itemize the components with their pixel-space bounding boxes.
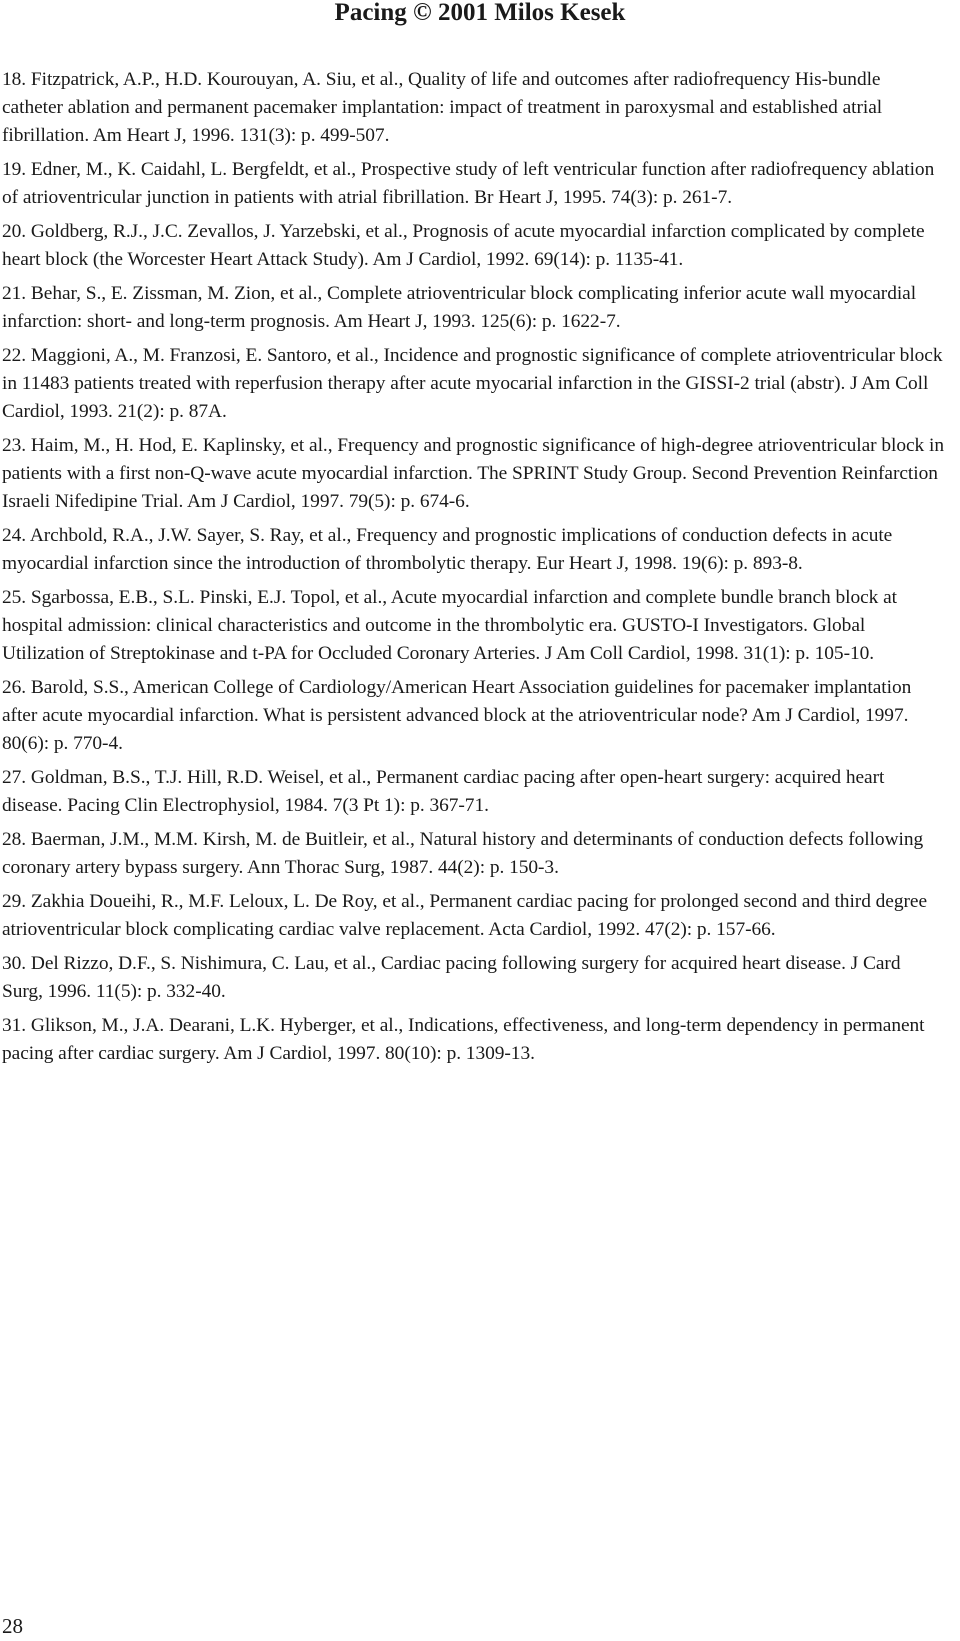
reference-21: 21. Behar, S., E. Zissman, M. Zion, et al., Complete atrioventricular block complicating inferior acute wall myocardial infarction: short- and long-term prognosis. Am Heart J, 1993. 125(6): p. 1622-7. — [2, 282, 917, 333]
reference-29: 29. Zakhia Doueihi, R., M.F. Leloux, L. De Roy, et al., Permanent cardiac pacing for prolonged second and third degree atrioventricular block complicating cardiac valve replacement. Acta Cardiol, 1992. 47(2): p. 157-66. — [2, 890, 928, 941]
reference-22: 22. Maggioni, A., M. Franzosi, E. Santoro, et al., Incidence and prognostic significance of complete atrioventricular block in 11483 patients treated with reperfusion therapy after acute myocarial infarction in the GISSI-2 trial (abstr). J Am Coll Cardiol, 1993. 21(2): p. 87A. — [2, 344, 943, 423]
reference-28: 28. Baerman, J.M., M.M. Kirsh, M. de Buitleir, et al., Natural history and determinants of conduction defects following coronary artery bypass surgery. Ann Thorac Surg, 1987. 44(2): p. 150-3. — [2, 829, 924, 879]
reference-list — [2, 66, 946, 1074]
reference-31: 31. Glikson, M., J.A. Dearani, L.K. Hyberger, et al., Indications, effectiveness, and long-term dependency in permanent pacing after cardiac surgery. Am J Cardiol, 1997. 80(10): p. 1309-13. — [2, 1014, 925, 1064]
reference-19: 19. Edner, M., K. Caidahl, L. Bergfeldt, et al., Prospective study of left ventricular function after radiofrequency ablation of atrioventricular junction in patients with atrial fibrillation. Br Heart J, 1995. 74(3): p. 261-7. — [2, 159, 935, 209]
reference-23: 23. Haim, M., H. Hod, E. Kaplinsky, et al., Frequency and prognostic significance of high-degree atrioventricular block in patients with a first non-Q-wave acute myocardial infarction. The SPRINT Study Group. Second Prevention Reinfarction Israeli Nifedipine Trial. Am J Cardiol, 1997. 79(5): p. 674-6. — [2, 434, 944, 513]
reference-24: 24. Archbold, R.A., J.W. Sayer, S. Ray, et al., Frequency and prognostic implications of conduction defects in acute myocardial infarction since the introduction of thrombolytic therapy. Eur Heart J, 1998. 19(6): p. 893-8. — [2, 525, 893, 575]
reference-18: 18. Fitzpatrick, A.P., H.D. Kourouyan, A. Siu, et al., Quality of life and outcomes after radiofrequency His-bundle catheter ablation and permanent pacemaker implantation: impact of treatment in paroxysmal and established atrial fibrillation. Am Heart J, 1996. 131(3): p. 499-507. — [2, 69, 883, 147]
running-header: Pacing © 2001 Milos Kesek — [334, 0, 626, 26]
page-number: 28 — [2, 1614, 23, 1638]
reference-25: 25. Sgarbossa, E.B., S.L. Pinski, E.J. Topol, et al., Acute myocardial infarction and complete bundle branch block at hospital admission: clinical characteristics and outcome in the thrombolytic era. GUSTO-I Investigators. Global Utilization of Streptokinase and t-PA for Occluded Coronary Arteries. J Am Coll Cardiol, 1998. 31(1): p. 105-10. — [2, 586, 897, 665]
reference-30: 30. Del Rizzo, D.F., S. Nishimura, C. Lau, et al., Cardiac pacing following surgery for acquired heart disease. J Card Surg, 1996. 11(5): p. 332-40. — [2, 952, 901, 1003]
reference-26: 26. Barold, S.S., American College of Cardiology/American Heart Association guidelines for pacemaker implantation after acute myocardial infarction. What is persistent advanced block at the atrioventricular node? Am J Cardiol, 1997. 80(6): p. 770-4. — [2, 677, 912, 755]
reference-20: 20. Goldberg, R.J., J.C. Zevallos, J. Yarzebski, et al., Prognosis of acute myocardial infarction complicated by complete heart block (the Worcester Heart Attack Study). Am J Cardiol, 1992. 69(14): p. 1135-41. — [2, 221, 925, 271]
reference-27: 27. Goldman, B.S., T.J. Hill, R.D. Weisel, et al., Permanent cardiac pacing after open-heart surgery: acquired heart disease. Pacing Clin Electrophysiol, 1984. 7(3 Pt 1): p. 367-71. — [2, 767, 885, 817]
